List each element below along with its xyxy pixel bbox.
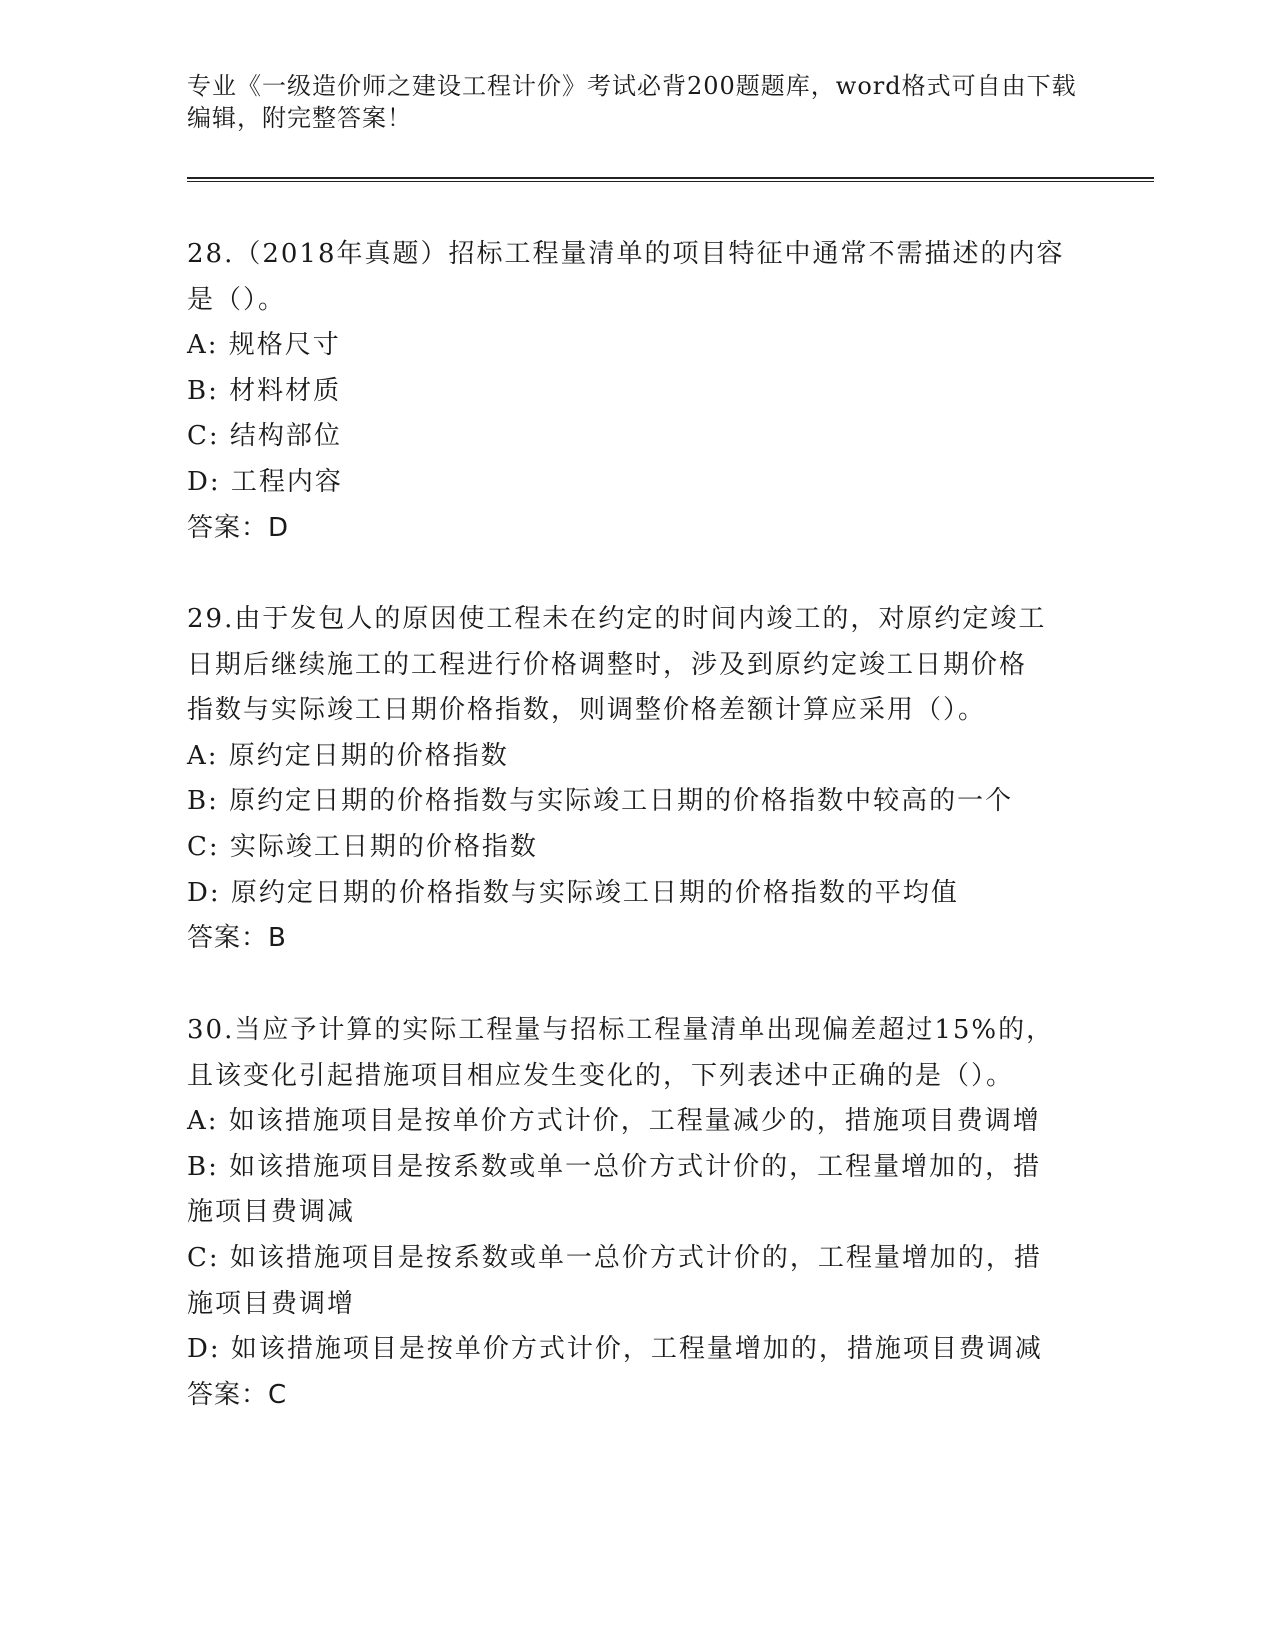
header-line-2: 编辑，附完整答案！ (187, 104, 412, 132)
question-stem-line: 29.由于发包人的原因使工程未在约定的时间内竣工的，对原约定竣工 (187, 604, 1047, 634)
option-c: C: 实际竣工日期的价格指数 (187, 831, 538, 862)
question-stem-line: 指数与实际竣工日期价格指数，则调整价格差额计算应采用（）。 (187, 695, 987, 726)
question-stem-line: 28.（2018年真题）招标工程量清单的项目特征中通常不需描述的内容 (187, 239, 1065, 269)
option-d: D: 工程内容 (187, 466, 343, 497)
option-a: A: 如该措施项目是按单价方式计价，工程量减少的，措施项目费调增 (187, 1106, 1041, 1137)
question-stem-line: 是（）。 (187, 284, 287, 315)
option-c: C: 结构部位 (187, 421, 342, 452)
question-29 (187, 597, 1087, 962)
question-stem-line: 且该变化引起措施项目相应发生变化的，下列表述中正确的是（）。 (187, 1060, 1015, 1091)
option-c-continued: 施项目费调增 (187, 1288, 356, 1319)
question-30 (187, 1008, 1087, 1418)
answer-label: 答案：D (187, 512, 290, 543)
option-a: A: 规格尺寸 (187, 330, 341, 361)
option-a: A: 原约定日期的价格指数 (187, 740, 509, 771)
option-d: D: 原约定日期的价格指数与实际竣工日期的价格指数的平均值 (187, 877, 959, 908)
option-d: D: 如该措施项目是按单价方式计价，工程量增加的，措施项目费调减 (187, 1334, 1043, 1365)
document-header (187, 70, 1087, 134)
option-c: C: 如该措施项目是按系数或单一总价方式计价的，工程量增加的，措 (187, 1242, 1042, 1273)
header-divider-thick (187, 177, 1154, 179)
question-stem-line: 30.当应予计算的实际工程量与招标工程量清单出现偏差超过15%的， (187, 1015, 1055, 1045)
question-stem-line: 日期后继续施工的工程进行价格调整时，涉及到原约定竣工日期价格 (187, 649, 1028, 680)
option-b: B: 材料材质 (187, 375, 342, 406)
question-28 (187, 232, 1087, 551)
option-b-continued: 施项目费调减 (187, 1197, 356, 1228)
header-line-1: 专业《一级造价师之建设工程计价》考试必背200题题库，word格式可自由下载 (187, 72, 1077, 100)
option-b: B: 如该措施项目是按系数或单一总价方式计价的，工程量增加的，措 (187, 1151, 1042, 1182)
answer-label: 答案：B (187, 923, 287, 954)
header-divider-thin (187, 181, 1154, 182)
answer-label: 答案：C (187, 1379, 288, 1410)
option-b: B: 原约定日期的价格指数与实际竣工日期的价格指数中较高的一个 (187, 786, 1014, 817)
